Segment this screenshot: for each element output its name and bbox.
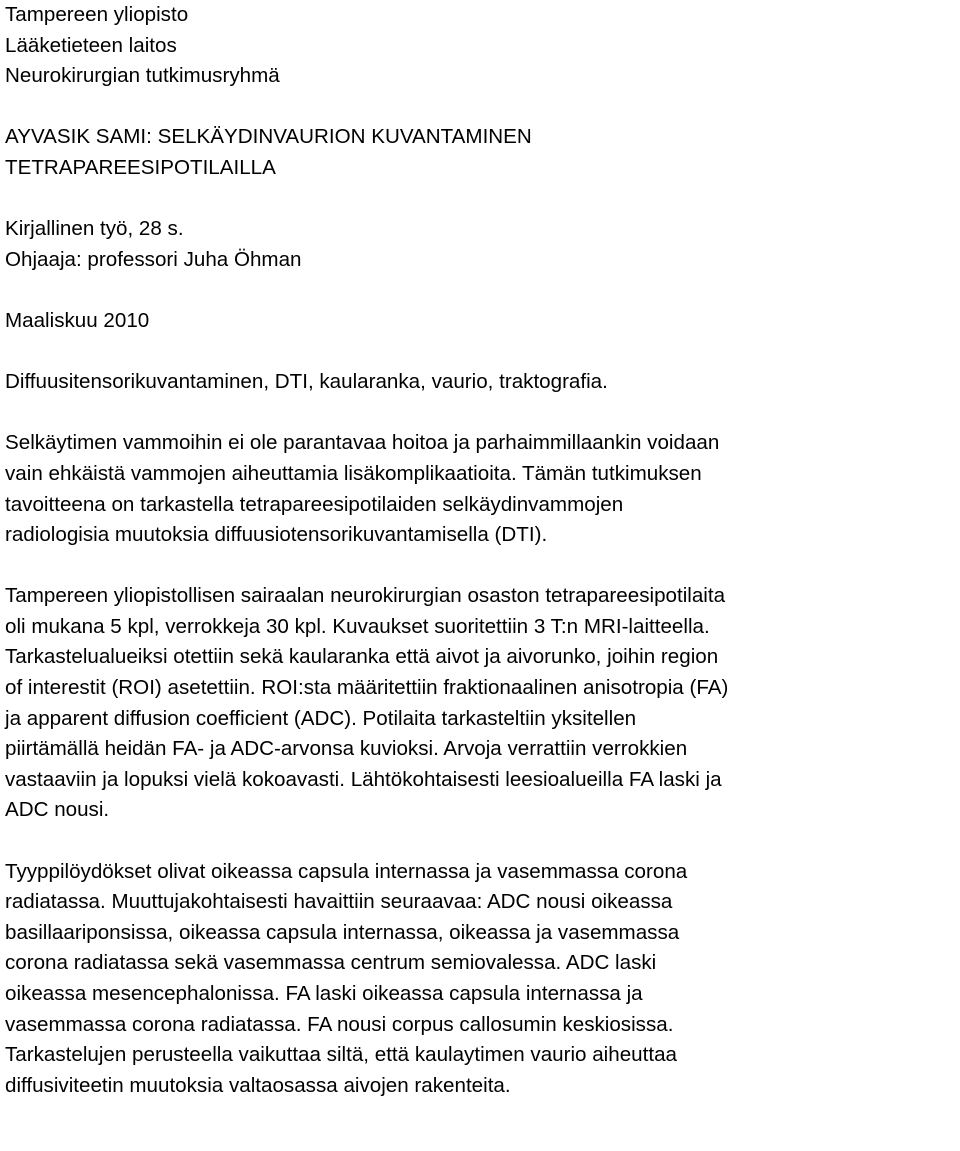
spacer [5, 826, 955, 857]
spacer [5, 184, 955, 215]
abstract-line: oikeassa mesencephalonissa. FA laski oikeassa capsula internassa ja [5, 982, 643, 1005]
page-count: Kirjallinen työ, 28 s. [5, 217, 184, 241]
abstract-line: of interestit (ROI) asetettiin. ROI:sta määritettiin fraktionaalinen anisotropia (FA) [5, 676, 729, 700]
abstract-line: radiologisia muutoksia diffuusiotensorikuvantamisella (DTI). [5, 523, 548, 547]
keywords: Diffuusitensorikuvantaminen, DTI, kaularanka, vaurio, traktografia. [5, 370, 608, 394]
abstract-line: corona radiatassa sekä vasemmassa centrum semiovalessa. ADC laski [5, 951, 657, 975]
research-group-name: Neurokirurgian tutkimusryhmä [5, 64, 280, 88]
spacer [5, 275, 955, 306]
abstract-line: Tarkastelujen perusteella vaikuttaa siltä, että kaulaytimen vaurio aiheuttaa [5, 1043, 677, 1067]
abstract-line: vain ehkäistä vammojen aiheuttamia lisäkomplikaatioita. Tämän tutkimuksen [5, 461, 702, 485]
abstract-paragraph-1 [5, 428, 955, 550]
abstract-line: Tampereen yliopistollisen sairaalan neurokirurgian osaston tetrapareesipotilaita [5, 584, 726, 608]
abstract-line: oli mukana 5 kpl, verrokkeja 30 kpl. Kuvaukset suoritettiin 3 T:n MRI-laitteella. [5, 614, 710, 638]
abstract-line: Tyyppilöydökset olivat oikeassa capsula internassa ja vasemmassa corona [5, 859, 688, 883]
spacer [5, 337, 955, 368]
thesis-title-line-2: TETRAPAREESIPOTILAILLA [5, 155, 276, 179]
abstract-line: diffusiviteetin muutoksia valtaosassa aivojen rakenteita. [5, 1073, 511, 1097]
abstract-line: ja apparent diffusion coefficient (ADC). Potilaita tarkasteltiin yksitellen [5, 706, 637, 730]
abstract-line: vastaaviin ja lopuksi vielä kokoavasti. Lähtökohtaisesti leesioalueilla FA laski ja [5, 767, 722, 791]
department-name: Lääketieteen laitos [5, 33, 177, 57]
publication-date: Maaliskuu 2010 [5, 308, 150, 332]
thesis-title-line-1: AYVASIK SAMI: SELKÄYDINVAURION KUVANTAMINEN [5, 125, 532, 149]
supervisor: Ohjaaja: professori Juha Öhman [5, 247, 302, 271]
abstract-paragraph-2 [5, 581, 955, 826]
spacer [5, 551, 955, 582]
abstract-line: basillaariponsissa, oikeassa capsula internassa, oikeassa ja vasemmassa [5, 920, 680, 944]
abstract-line: Tarkastelualueiksi otettiin sekä kaularanka että aivot ja aivorunko, joihin region [5, 645, 719, 669]
spacer [5, 398, 955, 429]
abstract-line: ADC nousi. [5, 798, 110, 822]
header-block [5, 0, 955, 92]
document-page [5, 0, 955, 1101]
abstract-line: Selkäytimen vammoihin ei ole parantavaa hoitoa ja parhaimmillaankin voidaan [5, 431, 720, 455]
spacer [5, 92, 955, 123]
abstract-line: vasemmassa corona radiatassa. FA nousi corpus callosumin keskiosissa. [5, 1012, 674, 1036]
thesis-title [5, 122, 955, 183]
abstract-line: tavoitteena on tarkastella tetrapareesipotilaiden selkäydinvammojen [5, 492, 624, 516]
work-info [5, 214, 955, 275]
university-name: Tampereen yliopisto [5, 3, 189, 26]
abstract-paragraph-3 [5, 857, 955, 1102]
abstract-line: piirtämällä heidän FA- ja ADC-arvonsa kuvioksi. Arvoja verrattiin verrokkien [5, 737, 688, 761]
abstract-line: radiatassa. Muuttujakohtaisesti havaittiin seuraavaa: ADC nousi oikeassa [5, 890, 673, 914]
